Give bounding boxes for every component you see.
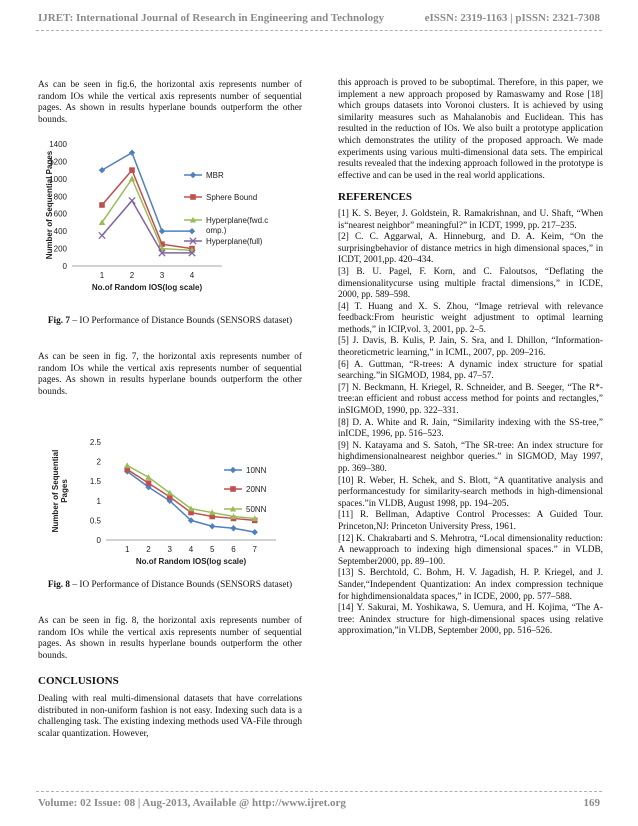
- data-point: [145, 474, 151, 480]
- reference-item: [1] K. S. Beyer, J. Goldstein, R. Ramakrishnan, and U. Shaft, “When is“nearest neighbor” meaningful?” in ICDT, 1999, pp. 217–235.: [338, 208, 603, 231]
- reference-item: [3] B. U. Pagel, F. Korn, and C. Faloutsos, “Deflating the dimensionalitycurse using multiple fractal dimensions,” in ICDE, 2000, pp. 589–598.: [338, 266, 603, 301]
- legend-label: 50NN: [246, 505, 267, 514]
- x-tick-label: 2: [129, 271, 135, 280]
- left-para-3: As can be seen in fig. 8, the horizontal axis represents number of random IOs while the vertical axis represents number of sequential pages. As shown in results hyperlane bounds outperform the other bounds.: [38, 616, 302, 661]
- legend-label: omp.): [206, 226, 227, 235]
- reference-item: [11] R. Bellman, Adaptive Control Processes: A Guided Tour. Princeton,NJ: Princeton University Press, 1961.: [338, 510, 603, 532]
- y-tick-label: 600: [53, 209, 67, 219]
- legend-label: Hyperplane(fwd.c: [206, 216, 269, 225]
- y-tick-label: 1400: [49, 140, 67, 149]
- legend-label: 20NN: [246, 485, 267, 494]
- legend-marker: [190, 194, 196, 200]
- data-point: [124, 462, 130, 468]
- reference-item: [12] K. Chakrabarti and S. Mehrotra, “Local dimensionality reduction: A newapproach to indexing high dimensional spaces.” in VLDB, September2000, pp. 89–100.: [338, 533, 603, 567]
- y-tick-label: 400: [53, 227, 67, 237]
- x-tick-label: 3: [159, 271, 165, 280]
- x-tick-label: 4: [189, 271, 195, 280]
- page-footer: [38, 797, 600, 809]
- legend-label: Hyperplane(full): [206, 237, 263, 246]
- data-point: [129, 167, 135, 173]
- y-tick-label: 800: [53, 192, 67, 202]
- reference-item: [13] S. Berchtold, C. Bohm, H. V. Jagadish, H. P. Kriegel, and J. Sander,“Independent Quantization: An index compression technique for highdimensionaldata spaces,” in ICDE, 2000, pp. 577–588.: [338, 568, 603, 602]
- reference-item: [4] T. Huang and X. S. Zhou, “Image retrieval with relevance feedback:From heuristic weight adjustment to optimal learning methods,” in ICIP,vol. 3, 2001, pp. 2–5.: [338, 301, 603, 335]
- journal-title: IJRET: International Journal of Research in Engineering and Technology: [38, 12, 385, 24]
- reference-item: [14] Y. Sakurai, M. Yoshikawa, S. Uemura, and H. Kojima, “The A-tree: Anindex structure for high-dimensional spaces using relative approximation,”in VLDB, September 2000, pp. 516–526.: [338, 603, 603, 637]
- y-tick-label: 0: [62, 262, 67, 271]
- reference-item: [8] D. A. White and R. Jain, “Similarity indexing with the SS-tree,” inICDE, 1996, pp. 516–523.: [338, 417, 603, 440]
- legend-marker: [230, 467, 236, 473]
- right-para-1: this approach is proved to be suboptimal. Therefore, in this paper, we implement a new approach proposed by Ramaswamy and Rose [18] which groups datasets into Voronoi clusters. It is achieved by using similarity measures such as Mahalanobis and Euclidean. This has resulted in the reduction of IOs. We also built a prototype application which demonstrates the utility of the proposed approach. We made experiments using various multi-dimensional data sets. The empirical results revealed that the indexing approach followed in the prototype is effective and can be used in the real world applications.: [338, 78, 603, 181]
- figure-8-chart: [44, 436, 302, 566]
- header-rule: [36, 30, 602, 31]
- x-tick-label: 6: [231, 545, 236, 554]
- y-tick-label: 1000: [49, 174, 67, 184]
- legend-label: 10NN: [246, 466, 267, 475]
- x-axis-title: No.of Random IOS(log scale): [91, 283, 203, 292]
- data-point: [230, 525, 236, 531]
- x-tick-label: 1: [125, 545, 130, 554]
- y-tick-label: 200: [53, 244, 67, 254]
- issn: eISSN: 2319-1163 | pISSN: 2321-7308: [424, 12, 600, 24]
- figure-7-caption: [38, 316, 302, 328]
- page-header: [38, 12, 600, 24]
- x-tick-label: 4: [188, 545, 194, 554]
- data-point: [129, 197, 135, 203]
- footer-rule: [36, 791, 602, 792]
- legend-marker: [190, 172, 196, 178]
- data-point: [146, 480, 152, 486]
- reference-item: [7] N. Beckmann, H. Kriegel, R. Schneider, and B. Seeger, “The R*-tree:an efficient and robust access method for points and rectangles,” inSIGMOD, 1990, pp. 322–331.: [338, 382, 603, 417]
- y-tick-label: 2: [96, 457, 101, 467]
- data-point: [129, 150, 135, 156]
- y-tick-label: 0.5: [89, 516, 101, 526]
- y-tick-label: 0: [96, 536, 101, 545]
- y-tick-label: 1: [96, 496, 101, 506]
- legend-label: MBR: [206, 171, 224, 180]
- x-axis-title: No.of Random IOS(log scale): [135, 557, 247, 566]
- right-column: [338, 78, 603, 638]
- conclusions-heading: CONCLUSIONS: [38, 675, 119, 687]
- y-axis-title-line: Number of Sequential: [51, 449, 60, 533]
- x-tick-label: 2: [146, 545, 151, 554]
- figure-7-caption-text: – IO Performance of Distance Bounds (SENSORS dataset): [70, 316, 293, 326]
- data-point: [159, 228, 165, 234]
- figure-8-caption: [38, 580, 302, 592]
- legend-label: Sphere Bound: [206, 193, 258, 202]
- x-tick-label: 7: [252, 545, 257, 554]
- y-tick-label: 2.5: [89, 438, 101, 447]
- reference-item: [2] C. C. Aggarwal, A. Hinneburg, and D. A. Keim, “On the surprisingbehavior of distance metrics in high dimensional spaces,” in ICDT, 2001,pp. 420–434.: [338, 232, 603, 266]
- volume-info: Volume: 02 Issue: 08 | Aug-2013, Available @ http://www.ijret.org: [38, 797, 346, 809]
- data-point: [252, 529, 258, 535]
- y-tick-label: 1.5: [89, 477, 101, 487]
- y-axis-title: [51, 450, 69, 533]
- left-para-1: As can be seen in fig.6, the horizontal axis represents number of random IOs while the vertical axis represents number of sequential pages. As shown in results hyperlane bounds outperform the other bounds.: [38, 80, 302, 125]
- reference-item: [5] J. Davis, B. Kulis, P. Jain, S. Sra, and I. Dhillon, “Information-theoreticmetric learning,” in ICML, 2007, pp. 209–216.: [338, 336, 603, 359]
- reference-item: [10] R. Weber, H. Schek, and S. Blott, “A quantitative analysis and performancestudy for similarity-search methods in high-dimensional spaces.”in VLDB, August 1998, pp. 194–205.: [338, 475, 603, 509]
- data-point: [99, 202, 105, 208]
- reference-item: [9] N. Katayama and S. Satoh, “The SR-tree: An index structure for highdimensionalnearest neighbor queries.” in SIGMOD, May 1997, pp. 369–380.: [338, 440, 603, 474]
- reference-item: [6] A. Guttman, “R-trees: A dynamic index structure for spatial searching.”in SIGMOD, 1984, pp. 47–57.: [338, 359, 603, 382]
- data-point: [99, 167, 105, 173]
- references-heading: REFERENCES: [338, 191, 412, 204]
- conclusions-text: Dealing with real multi-dimensional datasets that have correlations distributed in non-uniform fashion is not easy. Indexing such data is a challenging task. The existing indexing methods used VA-File through scalar quantization. However,: [38, 694, 302, 739]
- x-tick-label: 5: [210, 545, 215, 554]
- data-point: [99, 232, 105, 238]
- reference-list: [338, 209, 603, 638]
- y-tick-label: 1200: [49, 157, 67, 167]
- page-number: 169: [583, 797, 600, 809]
- figure-7-chart: [44, 138, 302, 310]
- data-point: [189, 228, 195, 234]
- figure-8-caption-text: – IO Performance of Distance Bounds (SENSORS dataset): [70, 580, 293, 590]
- figure-8-label: Fig. 8: [47, 580, 71, 590]
- series-line-1: [102, 170, 192, 248]
- legend-marker: [230, 486, 236, 492]
- y-axis-title: Number of Sequential Pages: [45, 150, 54, 260]
- left-para-2: As can be seen in fig. 7, the horizontal axis represents number of random IOs while the vertical axis represents number of sequential pages. As shown in results hyperlane bounds outperform the other bounds.: [38, 352, 302, 397]
- x-tick-label: 3: [167, 545, 172, 554]
- figure-7-label: Fig. 7: [47, 316, 71, 326]
- y-axis-title-line: Pages: [60, 479, 69, 503]
- data-point: [209, 523, 215, 529]
- x-tick-label: 1: [99, 271, 105, 280]
